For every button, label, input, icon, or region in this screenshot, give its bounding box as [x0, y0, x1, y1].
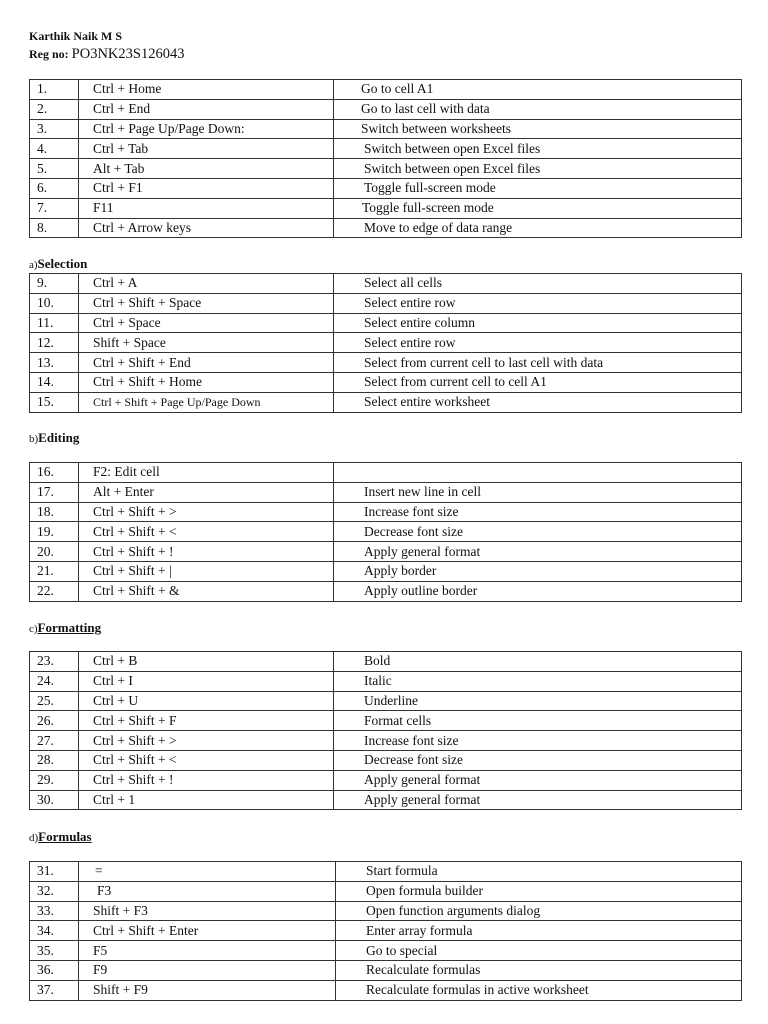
row-number: 17.	[30, 482, 79, 502]
shortcut-keys: Ctrl + Shift + Page Up/Page Down	[79, 392, 334, 412]
table-row	[30, 542, 742, 562]
shortcut-action: Select from current cell to last cell with data	[334, 353, 742, 373]
shortcut-action: Go to last cell with data	[334, 99, 742, 119]
table-row	[30, 159, 742, 179]
reg-value: PO3NK23S126043	[71, 46, 185, 62]
shortcut-keys: Ctrl + Shift + F	[79, 711, 334, 731]
reg-label: Reg no:	[29, 47, 69, 61]
shortcut-keys: Shift + Space	[79, 333, 334, 353]
shortcut-action: Select from current cell to cell A1	[334, 372, 742, 392]
row-number: 21.	[30, 561, 79, 581]
shortcut-action: Go to cell A1	[334, 80, 742, 100]
shortcut-keys: Ctrl + Shift + Enter	[79, 921, 336, 941]
row-number: 22.	[30, 581, 79, 601]
shortcut-keys: F9	[79, 960, 336, 980]
row-number: 3.	[30, 119, 79, 139]
row-number: 15.	[30, 392, 79, 412]
shortcut-action: Go to special	[336, 941, 742, 961]
row-number: 26.	[30, 711, 79, 731]
row-number: 9.	[30, 274, 79, 294]
shortcut-action: Toggle full-screen mode	[334, 198, 742, 218]
table-row	[30, 313, 742, 333]
formatting-shortcuts-table	[29, 651, 742, 810]
row-number: 10.	[30, 293, 79, 313]
shortcut-action: Recalculate formulas	[336, 960, 742, 980]
navigation-shortcuts-table	[29, 79, 742, 238]
table-row	[30, 218, 742, 238]
table-row	[30, 790, 742, 810]
shortcut-keys: Ctrl + Shift + !	[79, 770, 334, 790]
row-number: 12.	[30, 333, 79, 353]
row-number: 8.	[30, 218, 79, 238]
row-number: 2.	[30, 99, 79, 119]
shortcut-action: Insert new line in cell	[334, 482, 742, 502]
shortcut-keys: F11	[79, 198, 334, 218]
shortcut-action: Toggle full-screen mode	[334, 178, 742, 198]
shortcut-action: Italic	[334, 671, 742, 691]
table-row	[30, 711, 742, 731]
shortcut-keys: Ctrl + B	[79, 652, 334, 672]
shortcut-action: Recalculate formulas in active worksheet	[336, 980, 742, 1000]
row-number: 32.	[30, 881, 79, 901]
shortcut-keys: =	[79, 862, 336, 882]
shortcut-action: Open function arguments dialog	[336, 901, 742, 921]
formulas-shortcuts-table	[29, 861, 742, 1001]
section-heading-formatting	[29, 620, 101, 636]
table-row	[30, 333, 742, 353]
row-number: 1.	[30, 80, 79, 100]
shortcut-keys: Ctrl + Shift + Space	[79, 293, 334, 313]
section-letter: d)	[29, 832, 39, 844]
row-number: 29.	[30, 770, 79, 790]
section-letter: a)	[29, 259, 38, 271]
section-heading-editing	[29, 430, 79, 446]
table-row	[30, 372, 742, 392]
shortcut-keys: Ctrl + Shift + <	[79, 750, 334, 770]
row-number: 16.	[30, 463, 79, 483]
shortcut-keys: Shift + F3	[79, 901, 336, 921]
table-row	[30, 178, 742, 198]
shortcut-keys: Ctrl + Page Up/Page Down:	[79, 119, 334, 139]
shortcut-keys: Ctrl + Tab	[79, 139, 334, 159]
section-letter: b)	[29, 433, 39, 445]
table-row	[30, 960, 742, 980]
row-number: 34.	[30, 921, 79, 941]
shortcut-action: Increase font size	[334, 502, 742, 522]
shortcut-action: Decrease font size	[334, 750, 742, 770]
table-row	[30, 921, 742, 941]
table-row	[30, 941, 742, 961]
table-row	[30, 502, 742, 522]
row-number: 31.	[30, 862, 79, 882]
table-row	[30, 482, 742, 502]
shortcut-action: Switch between worksheets	[334, 119, 742, 139]
shortcut-keys: Ctrl + Shift + &	[79, 581, 334, 601]
table-row	[30, 274, 742, 294]
shortcut-action: Enter array formula	[336, 921, 742, 941]
table-row	[30, 198, 742, 218]
row-number: 25.	[30, 691, 79, 711]
shortcut-keys: Ctrl + Shift + <	[79, 522, 334, 542]
shortcut-action	[334, 463, 742, 483]
shortcut-keys: Ctrl + Shift + End	[79, 353, 334, 373]
table-row	[30, 463, 742, 483]
row-number: 33.	[30, 901, 79, 921]
row-number: 20.	[30, 542, 79, 562]
table-row	[30, 770, 742, 790]
shortcut-action: Select entire worksheet	[334, 392, 742, 412]
shortcut-keys: Ctrl + A	[79, 274, 334, 294]
shortcut-action: Move to edge of data range	[334, 218, 742, 238]
shortcut-keys: Alt + Tab	[79, 159, 334, 179]
table-row	[30, 119, 742, 139]
table-row	[30, 881, 742, 901]
row-number: 27.	[30, 731, 79, 751]
row-number: 19.	[30, 522, 79, 542]
shortcut-action: Apply general format	[334, 770, 742, 790]
table-row	[30, 652, 742, 672]
table-row	[30, 353, 742, 373]
shortcut-action: Decrease font size	[334, 522, 742, 542]
row-number: 28.	[30, 750, 79, 770]
section-title: Editing	[38, 430, 80, 445]
row-number: 14.	[30, 372, 79, 392]
shortcut-action: Start formula	[336, 862, 742, 882]
row-number: 30.	[30, 790, 79, 810]
shortcut-action: Apply general format	[334, 542, 742, 562]
table-row	[30, 980, 742, 1000]
row-number: 13.	[30, 353, 79, 373]
shortcut-keys: Ctrl + Shift + !	[79, 542, 334, 562]
shortcut-keys: Ctrl + 1	[79, 790, 334, 810]
table-row	[30, 901, 742, 921]
shortcut-keys: Ctrl + Arrow keys	[79, 218, 334, 238]
table-row	[30, 522, 742, 542]
row-number: 18.	[30, 502, 79, 522]
row-number: 35.	[30, 941, 79, 961]
section-heading-formulas	[29, 829, 92, 845]
table-row	[30, 671, 742, 691]
section-letter: c)	[29, 623, 38, 635]
shortcut-keys: Ctrl + End	[79, 99, 334, 119]
row-number: 37.	[30, 980, 79, 1000]
shortcut-action: Open formula builder	[336, 881, 742, 901]
table-row	[30, 691, 742, 711]
shortcut-keys: F5	[79, 941, 336, 961]
section-heading-selection	[29, 256, 87, 272]
shortcut-keys: Ctrl + Space	[79, 313, 334, 333]
table-row	[30, 750, 742, 770]
registration-number	[29, 46, 184, 63]
shortcut-keys: Ctrl + I	[79, 671, 334, 691]
section-title: Formatting	[37, 620, 102, 635]
row-number: 6.	[30, 178, 79, 198]
shortcut-action: Apply border	[334, 561, 742, 581]
shortcut-action: Switch between open Excel files	[334, 139, 742, 159]
shortcut-action: Underline	[334, 691, 742, 711]
shortcut-action: Select all cells	[334, 274, 742, 294]
table-row	[30, 139, 742, 159]
shortcut-action: Select entire column	[334, 313, 742, 333]
shortcut-keys: F2: Edit cell	[79, 463, 334, 483]
shortcut-action: Switch between open Excel files	[334, 159, 742, 179]
shortcut-action: Increase font size	[334, 731, 742, 751]
table-row	[30, 392, 742, 412]
shortcut-action: Bold	[334, 652, 742, 672]
shortcut-action: Select entire row	[334, 293, 742, 313]
row-number: 23.	[30, 652, 79, 672]
shortcut-keys: Shift + F9	[79, 980, 336, 1000]
shortcut-keys: Ctrl + Shift + >	[79, 502, 334, 522]
row-number: 36.	[30, 960, 79, 980]
shortcut-keys: Alt + Enter	[79, 482, 334, 502]
section-title: Selection	[37, 256, 88, 271]
row-number: 7.	[30, 198, 79, 218]
shortcut-keys: Ctrl + Shift + Home	[79, 372, 334, 392]
shortcut-keys: Ctrl + U	[79, 691, 334, 711]
row-number: 5.	[30, 159, 79, 179]
student-name: Karthik Naik M S	[29, 29, 123, 43]
table-row	[30, 731, 742, 751]
shortcut-keys: Ctrl + Home	[79, 80, 334, 100]
section-title: Formulas	[38, 829, 92, 844]
shortcut-action: Apply outline border	[334, 581, 742, 601]
row-number: 24.	[30, 671, 79, 691]
selection-shortcuts-table	[29, 273, 742, 413]
shortcut-action: Format cells	[334, 711, 742, 731]
editing-shortcuts-table	[29, 462, 742, 602]
shortcut-action: Select entire row	[334, 333, 742, 353]
table-row	[30, 80, 742, 100]
shortcut-keys: F3	[79, 881, 336, 901]
row-number: 4.	[30, 139, 79, 159]
table-row	[30, 561, 742, 581]
shortcut-keys: Ctrl + Shift + >	[79, 731, 334, 751]
table-row	[30, 293, 742, 313]
shortcut-keys: Ctrl + Shift + |	[79, 561, 334, 581]
row-number: 11.	[30, 313, 79, 333]
table-row	[30, 581, 742, 601]
table-row	[30, 862, 742, 882]
table-row	[30, 99, 742, 119]
shortcut-action: Apply general format	[334, 790, 742, 810]
shortcut-keys: Ctrl + F1	[79, 178, 334, 198]
